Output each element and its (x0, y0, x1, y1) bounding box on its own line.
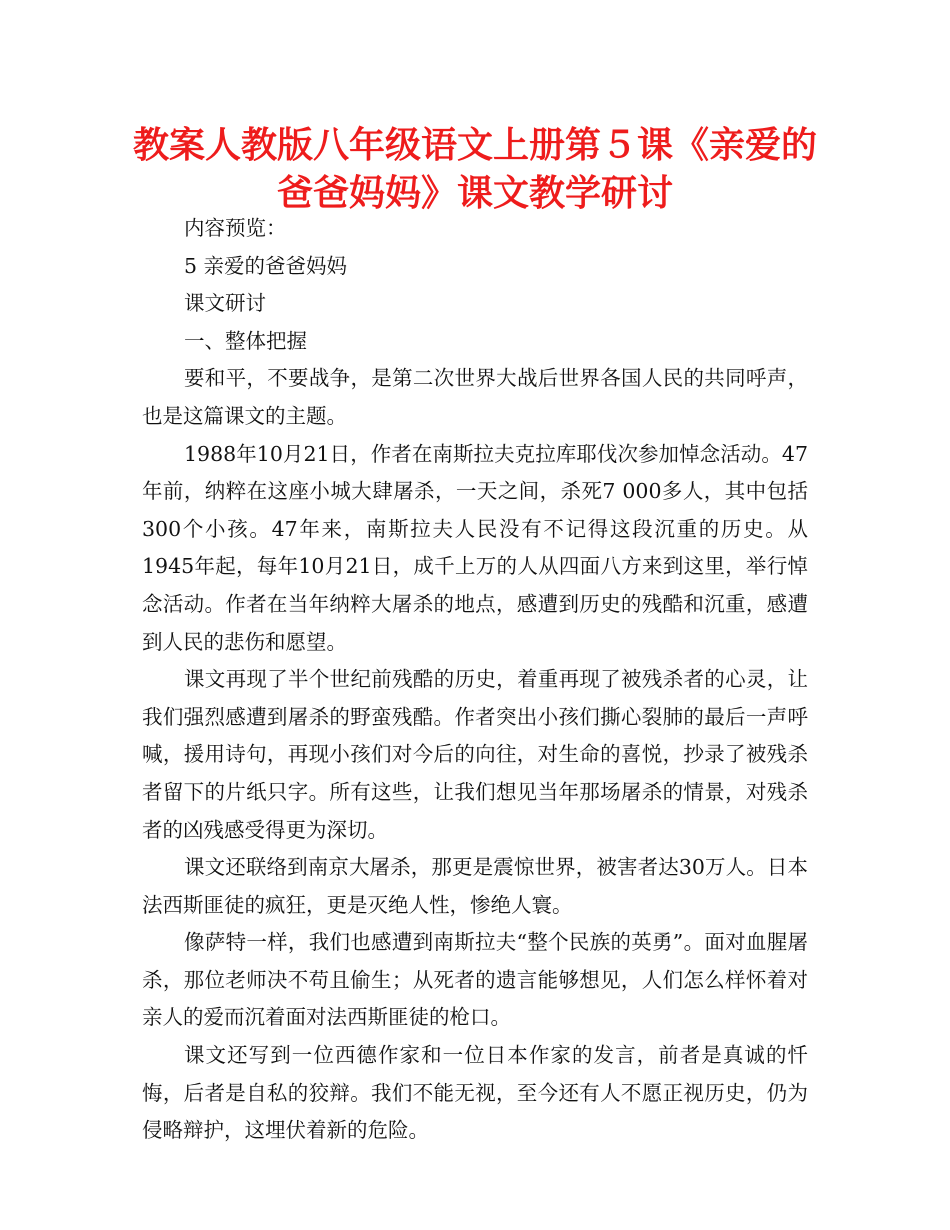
paragraph-reproduction: 课文再现了半个世纪前残酷的历史，着重再现了被残杀者的心灵，让我们强烈感遭到屠杀的野蛮残酷。作者突出小孩们撕心裂肺的最后一声呼喊，援用诗句，再现小孩们对今后的向往，对生命的喜悦，抄录了被残杀者留下的片纸只字。所有这些，让我们想见当年那场屠杀的情景，对残杀者的凶残感受得更为深切。 (142, 667, 808, 842)
paragraph-lesson-title: 5 亲爱的爸爸妈妈 (184, 253, 348, 278)
paragraph-section-heading: 课文研讨 (184, 291, 266, 316)
paragraph-writers: 课文还写到一位西德作家和一位日本作家的发言，前者是真诚的忏悔，后者是自私的狡辩。我们不能无视，至今还有人不愿正视历史，仍为侵略辩护，这埋伏着新的危险。 (142, 1043, 808, 1143)
paragraph-preview-label: 内容预览： (184, 216, 287, 240)
document-body (142, 210, 808, 1150)
document-title: 教案人教版八年级语文上册第５课《亲爱的爸爸妈妈》课文教学研讨 (132, 125, 817, 214)
paragraph-courage: 像萨特一样，我们也感遭到南斯拉夫“整个民族的英勇”。面对血腥屠杀，那位老师决不苟且偷生；从死者的遗言能够想见，人们怎么样怀着对亲人的爱而沉着面对法西斯匪徒的枪口。 (142, 930, 808, 1030)
paragraph-nanjing: 课文还联络到南京大屠杀，那更是震惊世界，被害者达30万人。日本法西斯匪徒的疯狂，更是灭绝人性，惨绝人寰。 (142, 855, 808, 917)
paragraph-subheading: 一、整体把握 (184, 328, 307, 353)
paragraph-theme: 要和平，不要战争，是第二次世界大战后世界各国人民的共同呼声，也是这篇课文的主题。 (142, 366, 808, 428)
paragraph-history: 1988年10月21日，作者在南斯拉夫克拉库耶伐次参加悼念活动。47年前，纳粹在这座小城大肆屠杀，一天之间，杀死7 000多人，其中包括300个小孩。47年来，南斯拉夫人民没有不记得这段沉重的历史。从1945年起，每年10月21日，成千上万的人从四面八方来到这里，举行悼念活动。作者在当年纳粹大屠杀的地点，感遭到历史的残酷和沉重，感遭到人民的悲伤和愿望。 (142, 441, 808, 654)
